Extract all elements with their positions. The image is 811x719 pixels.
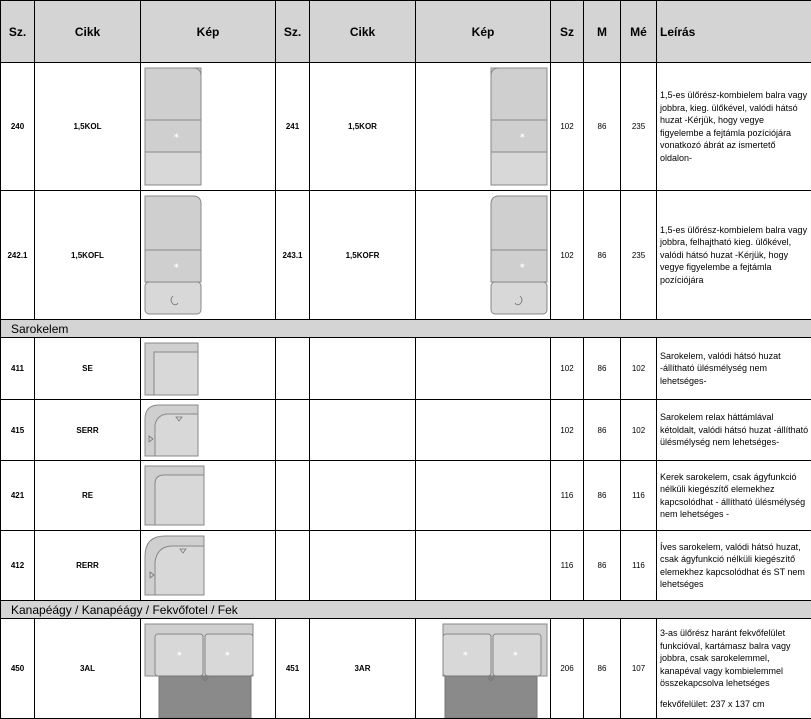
- section-title-sarokelem: Sarokelem: [1, 320, 811, 338]
- depth-value: 235: [621, 191, 657, 320]
- description: 1,5-es ülőrész-kombielem balra vagy jobbra, kieg. ülőkével, valódi hátsó huzat -Kérjük, hogy vegye figyelembe a fejtámla pozíciójára vonatkozó ábrát az ismertető oldalon-: [657, 63, 811, 191]
- table-row: [1, 531, 811, 601]
- item-image: [416, 619, 551, 719]
- table-row: [1, 400, 811, 461]
- item-image: [141, 619, 276, 719]
- item-code: RERR: [35, 531, 141, 601]
- height-value: 86: [584, 338, 621, 400]
- item-code: SERR: [35, 400, 141, 461]
- width-value: 102: [551, 338, 584, 400]
- item-number: 411: [1, 338, 35, 400]
- height-value: 86: [584, 191, 621, 320]
- table-row: [1, 191, 811, 320]
- header-row: [1, 1, 811, 63]
- sofa-module-foldable-right-illustration: [416, 192, 551, 319]
- svg-text:*: *: [174, 132, 179, 143]
- height-value: 86: [584, 619, 621, 719]
- description: Kerek sarokelem, csak ágyfunkció nélküli kiegészítő elemekhez kapcsolódhat - állítható ülésmélység nem lehetséges -: [657, 461, 811, 531]
- item-number: 421: [1, 461, 35, 531]
- item-image: [416, 63, 551, 191]
- depth-value: 102: [621, 400, 657, 461]
- item-number: 242.1: [1, 191, 35, 320]
- item-number: 240: [1, 63, 35, 191]
- item-number: 451: [276, 619, 310, 719]
- sleeping-surface-size: fekvőfelület: 237 x 137 cm: [660, 698, 765, 709]
- description: [657, 619, 811, 719]
- curved-corner-illustration: [141, 532, 276, 600]
- item-code: 3AR: [310, 619, 416, 719]
- table-row: [1, 338, 811, 400]
- header-height: M: [584, 1, 621, 63]
- item-code: 1,5KOR: [310, 63, 416, 191]
- item-number: 241: [276, 63, 310, 191]
- height-value: 86: [584, 461, 621, 531]
- depth-value: 102: [621, 338, 657, 400]
- header-cikk-2: Cikk: [310, 1, 416, 63]
- table-row: [1, 619, 811, 719]
- svg-text:*: *: [177, 650, 182, 661]
- height-value: 86: [584, 400, 621, 461]
- width-value: 102: [551, 63, 584, 191]
- height-value: 86: [584, 63, 621, 191]
- item-image: [141, 400, 276, 461]
- svg-text:*: *: [174, 262, 179, 273]
- width-value: 206: [551, 619, 584, 719]
- item-image: [416, 191, 551, 320]
- svg-text:*: *: [513, 650, 518, 661]
- section-header: [1, 601, 811, 619]
- sofa-bed-left-illustration: [141, 620, 276, 718]
- sofa-module-foldable-left-illustration: [141, 192, 276, 319]
- width-value: 102: [551, 400, 584, 461]
- description-main: 3-as ülőrész haránt fekvőfelület funkcióval, kartámasz balra vagy jobbra, csak sarokelemmel, kanapéval vagy kombielemmel összekapcsolva lehetséges: [660, 628, 791, 688]
- description: Sarokelem relax háttámlával kétoldalt, valódi hátsó huzat -állítható ülésmélység nem lehetséges-: [657, 400, 811, 461]
- depth-value: 235: [621, 63, 657, 191]
- width-value: 116: [551, 531, 584, 601]
- item-code: RE: [35, 461, 141, 531]
- sofa-module-left-illustration: [141, 64, 276, 190]
- depth-value: 107: [621, 619, 657, 719]
- item-number: 450: [1, 619, 35, 719]
- item-code: SE: [35, 338, 141, 400]
- header-kep: Kép: [141, 1, 276, 63]
- header-depth: Mé: [621, 1, 657, 63]
- item-image: [141, 338, 276, 400]
- depth-value: 116: [621, 461, 657, 531]
- svg-text:*: *: [225, 650, 230, 661]
- item-code: 1,5KOL: [35, 63, 141, 191]
- table-row: [1, 461, 811, 531]
- header-cikk: Cikk: [35, 1, 141, 63]
- table-row: [1, 63, 811, 191]
- item-image: [141, 63, 276, 191]
- header-width: Sz: [551, 1, 584, 63]
- svg-text:*: *: [520, 132, 525, 143]
- section-header: [1, 320, 811, 338]
- header-sz: Sz.: [1, 1, 35, 63]
- item-number: 243.1: [276, 191, 310, 320]
- corner-element-illustration: [141, 339, 276, 399]
- header-kep-2: Kép: [416, 1, 551, 63]
- item-image: [141, 191, 276, 320]
- item-number: 412: [1, 531, 35, 601]
- item-image: [141, 461, 276, 531]
- header-sz-2: Sz.: [276, 1, 310, 63]
- round-corner-illustration: [141, 462, 276, 530]
- item-image: [141, 531, 276, 601]
- description: Íves sarokelem, valódi hátsó huzat, csak ágyfunkció nélküli kiegészítő elemekhez kapcsolódhat és ST nem lehetséges: [657, 531, 811, 601]
- description: 1,5-es ülőrész-kombielem balra vagy jobbra, felhajtható kieg. ülőkével, valódi hátsó huzat -Kérjük, hogy vegye figyelembe a fejtámla pozíciójára: [657, 191, 811, 320]
- svg-text:*: *: [463, 650, 468, 661]
- item-number: 415: [1, 400, 35, 461]
- corner-relax-illustration: [141, 401, 276, 460]
- description: Sarokelem, valódi hátsó huzat -állítható ülésmélység nem lehetséges-: [657, 338, 811, 400]
- section-title-kanapeagy: Kanapéágy / Kanapéágy / Fekvőfotel / Fek: [1, 601, 811, 619]
- sofa-module-right-illustration: [416, 64, 551, 190]
- header-description: Leírás: [657, 1, 811, 63]
- sofa-bed-right-illustration: [416, 620, 551, 718]
- depth-value: 116: [621, 531, 657, 601]
- svg-text:*: *: [520, 262, 525, 273]
- item-code: 3AL: [35, 619, 141, 719]
- width-value: 102: [551, 191, 584, 320]
- item-code: 1,5KOFR: [310, 191, 416, 320]
- item-code: 1,5KOFL: [35, 191, 141, 320]
- height-value: 86: [584, 531, 621, 601]
- width-value: 116: [551, 461, 584, 531]
